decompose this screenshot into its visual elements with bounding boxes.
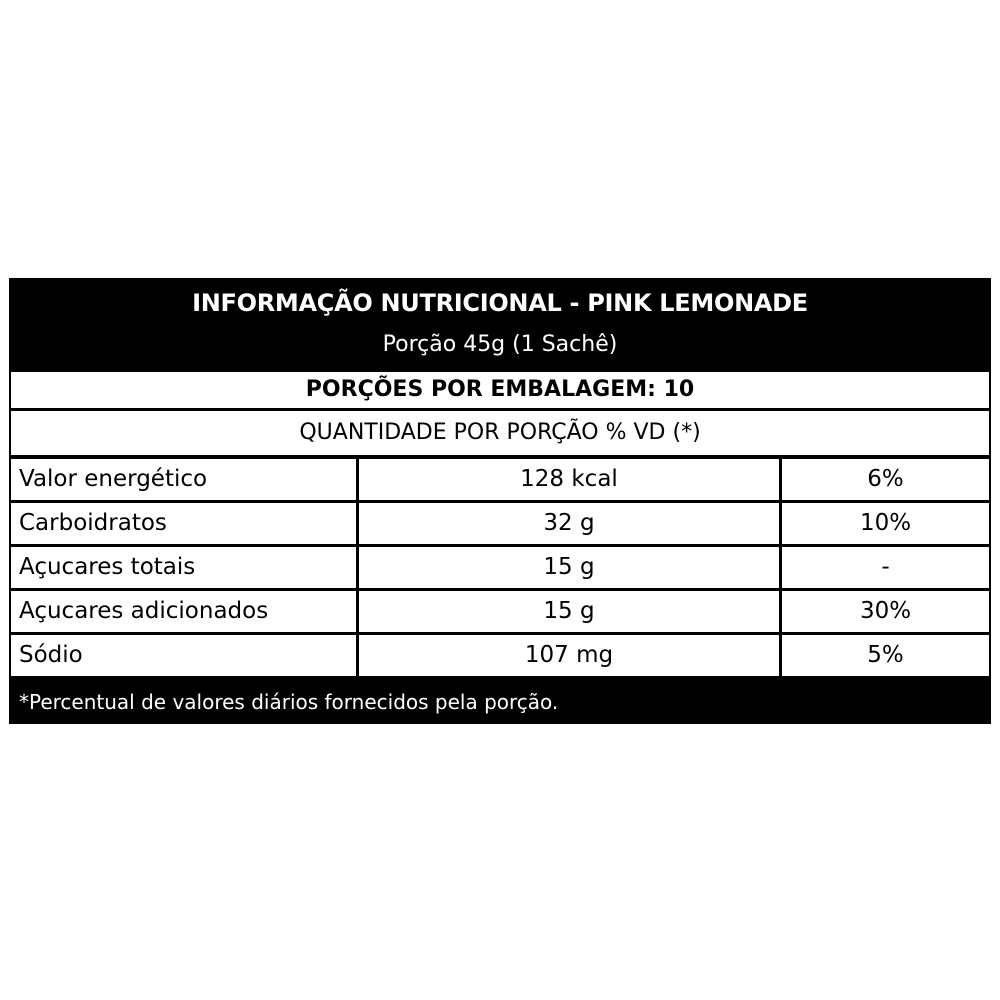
table-title: INFORMAÇÃO NUTRICIONAL - PINK LEMONADE (192, 289, 808, 317)
table-row (11, 635, 989, 676)
nutrient-amount: 107 mg (359, 635, 779, 676)
nutrient-amount: 128 kcal (359, 459, 779, 500)
nutrient-daily-value: 30% (782, 591, 989, 632)
table-row (11, 591, 989, 632)
nutrient-amount: 15 g (359, 547, 779, 588)
table-header (9, 278, 991, 372)
nutrient-daily-value: - (782, 547, 989, 588)
nutrient-amount: 15 g (359, 591, 779, 632)
nutrient-name: Valor energético (11, 459, 356, 500)
nutrient-daily-value: 5% (782, 635, 989, 676)
nutrient-daily-value: 10% (782, 503, 989, 544)
nutrient-amount: 32 g (359, 503, 779, 544)
nutrient-daily-value: 6% (782, 459, 989, 500)
portions-per-package: PORÇÕES POR EMBALAGEM: 10 (11, 372, 989, 408)
table-row (11, 547, 989, 588)
nutrient-name: Sódio (11, 635, 356, 676)
footnote: *Percentual de valores diários fornecidos pela porção. (19, 690, 559, 714)
table-row (11, 503, 989, 544)
nutrition-facts-table (9, 278, 991, 724)
nutrient-name: Açucares adicionados (11, 591, 356, 632)
nutrient-name: Açucares totais (11, 547, 356, 588)
serving-size: Porção 45g (1 Sachê) (382, 332, 618, 357)
quantity-per-serving-header: QUANTIDADE POR PORÇÃO % VD (*) (11, 411, 989, 455)
table-row (11, 459, 989, 500)
nutrient-name: Carboidratos (11, 503, 356, 544)
